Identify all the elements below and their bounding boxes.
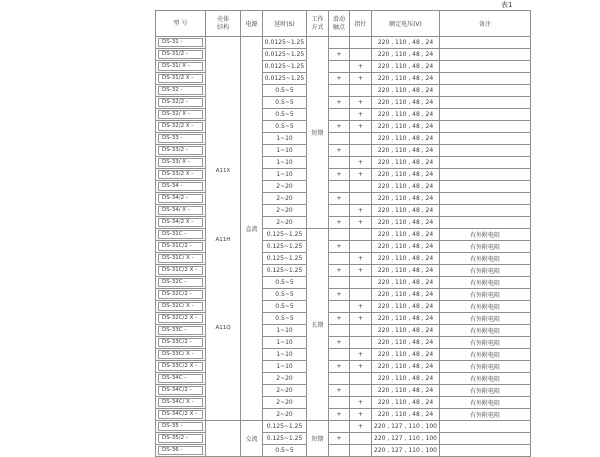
remark-cell: 有外附电阻: [440, 301, 531, 313]
remark-cell: 有外附电阻: [440, 385, 531, 397]
delay-cell: 0.5~5: [263, 97, 307, 109]
model-cell: [156, 121, 206, 133]
shell-type-label: A11X: [215, 168, 231, 175]
model-cell: [156, 145, 206, 157]
voltage-cell: 220 , 110 , 48 , 24: [372, 73, 440, 85]
model-label-box: DS-32C/2 X -: [158, 314, 203, 323]
slide-contact-mark-cell: [329, 349, 350, 361]
slide-contact-mark-cell: [329, 373, 350, 385]
model-label-box: DS-31/2 X -: [158, 74, 203, 83]
shell-structure-cell: [206, 421, 241, 457]
pointer-mark-cell: [350, 277, 372, 289]
model-label-box: DS-34/ X -: [158, 206, 203, 215]
pointer-mark-cell: [350, 433, 372, 445]
table-number-label: 表1: [501, 1, 513, 9]
remark-cell: [440, 49, 531, 61]
remark-cell: [440, 445, 531, 457]
remark-cell: 有外附电阻: [440, 373, 531, 385]
pointer-mark-cell: +: [350, 421, 372, 433]
slide-contact-mark-cell: [329, 325, 350, 337]
voltage-cell: 220 , 110 , 48 , 24: [372, 193, 440, 205]
pointer-mark-cell: +: [350, 97, 372, 109]
remark-cell: 有外附电阻: [440, 325, 531, 337]
table-row: [156, 421, 531, 433]
model-label-box: DS-34C/ X -: [158, 398, 203, 407]
pointer-mark-cell: +: [350, 205, 372, 217]
model-cell: [156, 397, 206, 409]
model-cell: [156, 229, 206, 241]
pointer-mark-cell: [350, 289, 372, 301]
voltage-cell: 220 , 110 , 48 , 24: [372, 133, 440, 145]
delay-cell: 1~10: [263, 133, 307, 145]
model-cell: [156, 373, 206, 385]
delay-cell: 0.0125~1.25: [263, 37, 307, 49]
pointer-mark-cell: [350, 229, 372, 241]
pointer-mark-cell: +: [350, 109, 372, 121]
delay-cell: 0.125~1.25: [263, 421, 307, 433]
voltage-cell: 220 , 110 , 48 , 24: [372, 169, 440, 181]
header-row: [156, 11, 531, 37]
delay-cell: 0.125~1.25: [263, 241, 307, 253]
pointer-mark-cell: [350, 85, 372, 97]
delay-cell: 1~10: [263, 349, 307, 361]
model-cell: [156, 85, 206, 97]
slide-contact-mark-cell: [329, 205, 350, 217]
model-cell: [156, 241, 206, 253]
slide-contact-mark-cell: [329, 301, 350, 313]
slide-contact-mark-cell: +: [329, 97, 350, 109]
header-shell-line1: 壳体: [216, 15, 229, 23]
delay-cell: 1~10: [263, 361, 307, 373]
remark-cell: [440, 157, 531, 169]
remark-cell: 有外附电阻: [440, 313, 531, 325]
slide-contact-mark-cell: [329, 133, 350, 145]
remark-cell: [440, 205, 531, 217]
delay-cell: 2~20: [263, 181, 307, 193]
slide-contact-mark-cell: +: [329, 337, 350, 349]
delay-cell: 2~20: [263, 409, 307, 421]
delay-cell: 0.125~1.25: [263, 265, 307, 277]
remark-cell: 有外附电阻: [440, 229, 531, 241]
slide-contact-mark-cell: [329, 157, 350, 169]
header-slide-line1: 滑动: [332, 15, 345, 23]
delay-cell: 1~10: [263, 325, 307, 337]
model-label-box: DS-34 -: [158, 182, 203, 191]
voltage-cell: 220 , 110 , 48 , 24: [372, 145, 440, 157]
slide-contact-mark-cell: +: [329, 385, 350, 397]
voltage-cell: 220 , 110 , 48 , 24: [372, 157, 440, 169]
slide-contact-mark-cell: +: [329, 361, 350, 373]
delay-cell: 0.5~5: [263, 277, 307, 289]
pointer-mark-cell: [350, 445, 372, 457]
delay-cell: 1~10: [263, 337, 307, 349]
relay-spec-table: [155, 10, 531, 457]
pointer-mark-cell: [350, 133, 372, 145]
header-voltage: 额定电压(V): [372, 11, 440, 37]
slide-contact-mark-cell: [329, 229, 350, 241]
pointer-mark-cell: [350, 373, 372, 385]
header-pointer: 指针: [350, 11, 372, 37]
model-cell: [156, 193, 206, 205]
header-slide-contact: [329, 11, 350, 37]
model-cell: [156, 349, 206, 361]
remark-cell: 有外附电阻: [440, 349, 531, 361]
remark-cell: [440, 61, 531, 73]
remark-cell: [440, 73, 531, 85]
remark-cell: [440, 181, 531, 193]
delay-cell: 0.0125~1.25: [263, 73, 307, 85]
model-label-box: DS-32 -: [158, 86, 203, 95]
voltage-cell: 220 , 110 , 48 , 24: [372, 241, 440, 253]
model-label-box: DS-33/ X -: [158, 158, 203, 167]
model-cell: [156, 37, 206, 49]
model-label-box: DS-34/2 X -: [158, 218, 203, 227]
delay-cell: 0.5~5: [263, 121, 307, 133]
header-model: [156, 11, 206, 37]
pointer-mark-cell: +: [350, 397, 372, 409]
model-cell: [156, 301, 206, 313]
model-cell: [156, 49, 206, 61]
delay-cell: 1~10: [263, 157, 307, 169]
header-delay: 延时(S): [263, 11, 307, 37]
model-cell: [156, 277, 206, 289]
remark-cell: 有外附电阻: [440, 265, 531, 277]
voltage-cell: 220 , 110 , 48 , 24: [372, 373, 440, 385]
header-mode-line1: 工作: [311, 15, 324, 23]
work-mode-cell: 短期: [307, 37, 329, 229]
pointer-mark-cell: [350, 145, 372, 157]
delay-cell: 2~20: [263, 193, 307, 205]
work-mode-cell: 短期: [307, 421, 329, 457]
slide-contact-mark-cell: [329, 61, 350, 73]
model-label-box: DS-31C/2 -: [158, 242, 203, 251]
slide-contact-mark-cell: +: [329, 409, 350, 421]
slide-contact-mark-cell: +: [329, 289, 350, 301]
model-label-box: DS-32C -: [158, 278, 203, 287]
pointer-mark-cell: [350, 49, 372, 61]
delay-cell: 2~20: [263, 397, 307, 409]
delay-cell: 0.125~1.25: [263, 253, 307, 265]
model-label-box: DS-32/2 X -: [158, 122, 203, 131]
voltage-cell: 220 , 110 , 48 , 24: [372, 313, 440, 325]
delay-cell: 0.5~5: [263, 301, 307, 313]
voltage-cell: 220 , 110 , 48 , 24: [372, 397, 440, 409]
model-cell: [156, 313, 206, 325]
spec-table-body: [156, 37, 531, 457]
slide-contact-mark-cell: +: [329, 121, 350, 133]
slide-contact-mark-cell: +: [329, 73, 350, 85]
voltage-cell: 220 , 110 , 48 , 24: [372, 61, 440, 73]
delay-cell: 0.5~5: [263, 85, 307, 97]
model-cell: [156, 433, 206, 445]
pointer-mark-cell: +: [350, 361, 372, 373]
delay-cell: 0.5~5: [263, 313, 307, 325]
pointer-mark-cell: +: [350, 409, 372, 421]
remark-cell: [440, 97, 531, 109]
model-cell: [156, 205, 206, 217]
remark-cell: [440, 421, 531, 433]
remark-cell: [440, 37, 531, 49]
model-label-box: DS-32/2 -: [158, 98, 203, 107]
model-cell: [156, 385, 206, 397]
remark-cell: 有外附电阻: [440, 409, 531, 421]
voltage-cell: 220 , 110 , 48 , 24: [372, 289, 440, 301]
slide-contact-mark-cell: [329, 253, 350, 265]
voltage-cell: 220 , 110 , 48 , 24: [372, 337, 440, 349]
power-cell: 交流: [241, 421, 263, 457]
voltage-cell: 220 , 110 , 48 , 24: [372, 49, 440, 61]
model-cell: [156, 409, 206, 421]
model-cell: [156, 133, 206, 145]
slide-contact-mark-cell: [329, 421, 350, 433]
slide-contact-mark-cell: [329, 397, 350, 409]
model-cell: [156, 181, 206, 193]
slide-contact-mark-cell: [329, 37, 350, 49]
remark-cell: [440, 109, 531, 121]
power-cell: 直流: [241, 37, 263, 421]
model-label-box: DS-33C -: [158, 326, 203, 335]
model-label-box: DS-33C/2 X -: [158, 362, 203, 371]
header-mode-line2: 方式: [311, 23, 324, 31]
slide-contact-mark-cell: +: [329, 169, 350, 181]
slide-contact-mark-cell: +: [329, 193, 350, 205]
pointer-mark-cell: +: [350, 349, 372, 361]
slide-contact-mark-cell: +: [329, 145, 350, 157]
pointer-mark-cell: +: [350, 157, 372, 169]
remark-cell: 有外附电阻: [440, 253, 531, 265]
model-cell: [156, 169, 206, 181]
model-label-box: DS-36 -: [158, 446, 203, 455]
pointer-mark-cell: +: [350, 121, 372, 133]
model-cell: [156, 109, 206, 121]
model-cell: [156, 217, 206, 229]
model-label-box: DS-32/ X -: [158, 110, 203, 119]
pointer-mark-cell: +: [350, 301, 372, 313]
pointer-mark-cell: +: [350, 313, 372, 325]
model-label-box: DS-33 -: [158, 134, 203, 143]
remark-cell: [440, 169, 531, 181]
pointer-mark-cell: +: [350, 169, 372, 181]
pointer-mark-cell: [350, 325, 372, 337]
model-cell: [156, 61, 206, 73]
voltage-cell: 220 , 110 , 48 , 24: [372, 265, 440, 277]
voltage-cell: 220 , 110 , 48 , 24: [372, 301, 440, 313]
pointer-mark-cell: [350, 385, 372, 397]
model-label-box: DS-35 -: [158, 422, 203, 431]
shell-structure-cell: [206, 37, 241, 421]
model-label-box: DS-34/2 -: [158, 194, 203, 203]
work-mode-cell: 长期: [307, 229, 329, 421]
pointer-mark-cell: [350, 241, 372, 253]
delay-cell: 2~20: [263, 373, 307, 385]
remark-cell: [440, 433, 531, 445]
header-remark: 备注: [440, 11, 531, 37]
voltage-cell: 220 , 110 , 48 , 24: [372, 325, 440, 337]
model-cell: [156, 325, 206, 337]
voltage-cell: 220 , 110 , 48 , 24: [372, 205, 440, 217]
table-row: [156, 37, 531, 49]
voltage-cell: 220 , 110 , 48 , 24: [372, 121, 440, 133]
delay-cell: 0.0125~1.25: [263, 49, 307, 61]
delay-cell: 0.5~5: [263, 109, 307, 121]
voltage-cell: 220 , 110 , 48 , 24: [372, 277, 440, 289]
remark-cell: [440, 121, 531, 133]
voltage-cell: 220 , 110 , 48 , 24: [372, 37, 440, 49]
model-label-box: DS-33/2 -: [158, 146, 203, 155]
slide-contact-mark-cell: +: [329, 49, 350, 61]
remark-cell: [440, 217, 531, 229]
delay-cell: 0.5~5: [263, 445, 307, 457]
model-label-box: DS-34C -: [158, 374, 203, 383]
model-label-box: DS-31C/2 X -: [158, 266, 203, 275]
model-label-box: DS-33C/2 -: [158, 338, 203, 347]
slide-contact-mark-cell: [329, 277, 350, 289]
voltage-cell: 220 , 110 , 48 , 24: [372, 349, 440, 361]
model-label-box: DS-32C/2 -: [158, 290, 203, 299]
voltage-cell: 220 , 110 , 48 , 24: [372, 181, 440, 193]
voltage-cell: 220 , 110 , 48 , 24: [372, 97, 440, 109]
model-label-box: DS-31/ X -: [158, 62, 203, 71]
remark-cell: 有外附电阻: [440, 277, 531, 289]
voltage-cell: 220 , 110 , 48 , 24: [372, 217, 440, 229]
remark-cell: [440, 133, 531, 145]
delay-cell: 0.0125~1.25: [263, 61, 307, 73]
remark-cell: 有外附电阻: [440, 361, 531, 373]
delay-cell: 2~20: [263, 385, 307, 397]
model-cell: [156, 265, 206, 277]
slide-contact-mark-cell: +: [329, 265, 350, 277]
model-label-box: DS-31C -: [158, 230, 203, 239]
delay-cell: 0.125~1.25: [263, 433, 307, 445]
shell-type-label: A11H: [215, 236, 231, 243]
model-cell: [156, 253, 206, 265]
remark-cell: [440, 193, 531, 205]
voltage-cell: 220 , 110 , 48 , 24: [372, 409, 440, 421]
slide-contact-mark-cell: +: [329, 217, 350, 229]
slide-contact-mark-cell: [329, 181, 350, 193]
model-label-box: DS-35/2 -: [158, 434, 203, 443]
pointer-mark-cell: [350, 181, 372, 193]
header-power: 电源: [241, 11, 263, 37]
pointer-mark-cell: +: [350, 265, 372, 277]
shell-type-label: A11Q: [215, 325, 231, 332]
voltage-cell: 220 , 110 , 48 , 24: [372, 85, 440, 97]
model-cell: [156, 361, 206, 373]
pointer-mark-cell: [350, 337, 372, 349]
pointer-mark-cell: [350, 193, 372, 205]
header-shell-structure: [206, 11, 241, 37]
remark-cell: 有外附电阻: [440, 397, 531, 409]
model-label-box: DS-33C/ X -: [158, 350, 203, 359]
delay-cell: 2~20: [263, 205, 307, 217]
voltage-cell: 220 , 127 , 110 , 100: [372, 421, 440, 433]
voltage-cell: 220 , 110 , 48 , 24: [372, 361, 440, 373]
header-slide-line2: 触点: [332, 23, 345, 31]
model-cell: [156, 97, 206, 109]
voltage-cell: 220 , 127 , 110 , 100: [372, 433, 440, 445]
voltage-cell: 220 , 110 , 48 , 24: [372, 385, 440, 397]
slide-contact-mark-cell: [329, 85, 350, 97]
pointer-mark-cell: [350, 37, 372, 49]
voltage-cell: 220 , 110 , 48 , 24: [372, 229, 440, 241]
pointer-mark-cell: +: [350, 217, 372, 229]
remark-cell: 有外附电阻: [440, 241, 531, 253]
pointer-mark-cell: +: [350, 61, 372, 73]
model-cell: [156, 337, 206, 349]
remark-cell: 有外附电阻: [440, 289, 531, 301]
delay-cell: 0.5~5: [263, 289, 307, 301]
model-cell: [156, 157, 206, 169]
slide-contact-mark-cell: +: [329, 433, 350, 445]
model-label-box: DS-33/2 X -: [158, 170, 203, 179]
model-label-box: DS-32C/ X -: [158, 302, 203, 311]
model-cell: [156, 421, 206, 433]
model-label-box: DS-31 -: [158, 38, 203, 47]
voltage-cell: 220 , 110 , 48 , 24: [372, 109, 440, 121]
slide-contact-mark-cell: [329, 109, 350, 121]
remark-cell: 有外附电阻: [440, 337, 531, 349]
header-shell-line2: 结构: [216, 23, 229, 31]
model-cell: [156, 445, 206, 457]
delay-cell: 2~20: [263, 217, 307, 229]
model-label-box: DS-31/2 -: [158, 50, 203, 59]
delay-cell: 0.125~1.25: [263, 229, 307, 241]
model-label-box: DS-34C/2 -: [158, 386, 203, 395]
header-work-mode: [307, 11, 329, 37]
pointer-mark-cell: +: [350, 73, 372, 85]
header-model-label: 型 号: [173, 19, 188, 27]
voltage-cell: 220 , 127 , 110 , 100: [372, 445, 440, 457]
remark-cell: [440, 145, 531, 157]
model-cell: [156, 289, 206, 301]
delay-cell: 1~10: [263, 145, 307, 157]
slide-contact-mark-cell: +: [329, 313, 350, 325]
delay-cell: 1~10: [263, 169, 307, 181]
voltage-cell: 220 , 110 , 48 , 24: [372, 253, 440, 265]
slide-contact-mark-cell: +: [329, 241, 350, 253]
model-label-box: DS-31C/ X -: [158, 254, 203, 263]
pointer-mark-cell: +: [350, 253, 372, 265]
slide-contact-mark-cell: [329, 445, 350, 457]
remark-cell: [440, 85, 531, 97]
model-label-box: DS-34C/2 X -: [158, 410, 203, 419]
model-cell: [156, 73, 206, 85]
